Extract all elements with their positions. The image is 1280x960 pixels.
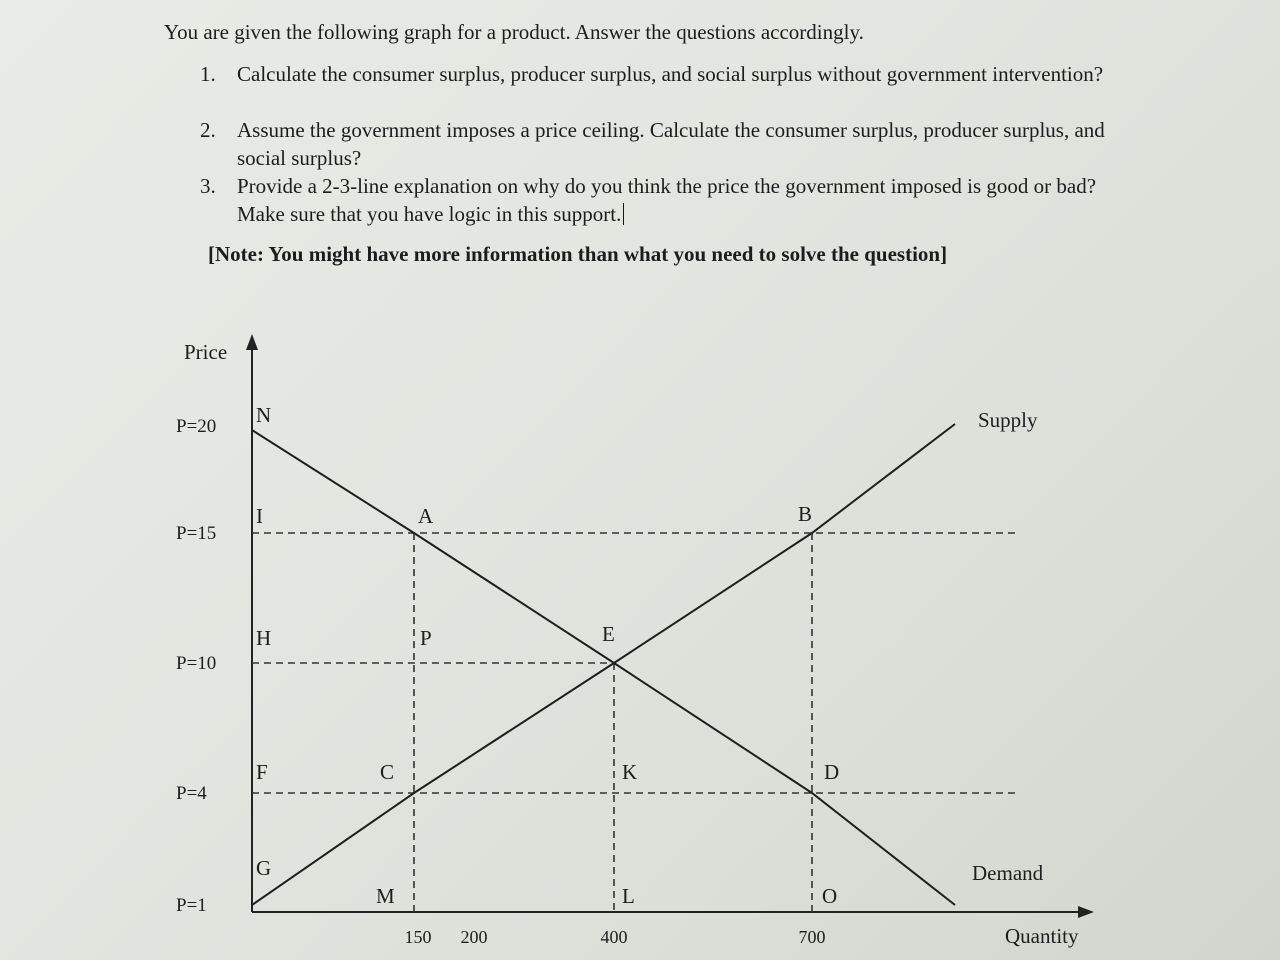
question-number: 2. bbox=[200, 118, 216, 142]
demand-curve bbox=[252, 430, 955, 905]
supply-curve-label: Supply bbox=[978, 408, 1038, 432]
y-axis-arrow-icon bbox=[246, 334, 258, 350]
tick-labels bbox=[176, 416, 826, 947]
point-label-e: E bbox=[602, 622, 615, 646]
y-axis-label: Price bbox=[184, 340, 228, 364]
y-tick-label: P=20 bbox=[176, 416, 217, 437]
point-label-c: C bbox=[380, 760, 395, 784]
point-label-b: B bbox=[798, 502, 813, 526]
point-label-o: O bbox=[822, 884, 838, 908]
point-label-h: H bbox=[256, 626, 272, 650]
question-text: Assume the government imposes a price ceiling. Calculate the consumer surplus, producer surplus, and social surplus? bbox=[237, 118, 1105, 170]
y-tick-label: P=15 bbox=[176, 523, 217, 544]
point-label-d: D bbox=[824, 760, 840, 784]
point-label-a: A bbox=[418, 504, 434, 528]
point-label-p: P bbox=[420, 626, 432, 650]
point-label-m: M bbox=[376, 884, 395, 908]
point-label-n: N bbox=[256, 403, 272, 427]
x-tick-label: 150 bbox=[404, 927, 432, 947]
point-label-g: G bbox=[256, 856, 272, 880]
demand-curve-label: Demand bbox=[972, 861, 1044, 885]
curves bbox=[252, 424, 955, 905]
y-tick-label: P=1 bbox=[176, 895, 207, 916]
point-label-f: F bbox=[256, 760, 268, 784]
point-label-i: I bbox=[256, 504, 263, 528]
question-text: Provide a 2-3-line explanation on why do you think the price the government imposed is good or bad? Make sure that you have logic in this support. bbox=[237, 174, 1097, 226]
point-label-k: K bbox=[622, 760, 638, 784]
x-tick-label: 700 bbox=[798, 927, 826, 947]
x-axis-arrow-icon bbox=[1078, 906, 1094, 918]
question-intro: You are given the following graph for a product. Answer the questions accordingly. bbox=[164, 20, 864, 44]
point-labels bbox=[256, 403, 839, 908]
x-axis-label: Quantity bbox=[1005, 924, 1079, 948]
x-tick-label: 200 bbox=[460, 927, 488, 947]
point-label-l: L bbox=[622, 884, 635, 908]
question-note: [Note: You might have more information than what you need to solve the question] bbox=[208, 242, 948, 266]
y-tick-label: P=4 bbox=[176, 783, 207, 804]
question-text: Calculate the consumer surplus, producer surplus, and social surplus without government intervention? bbox=[237, 62, 1104, 86]
dashed-guides bbox=[252, 533, 1020, 912]
y-tick-label: P=10 bbox=[176, 653, 217, 674]
question-number: 3. bbox=[200, 174, 216, 198]
x-tick-label: 400 bbox=[600, 927, 628, 947]
question-number: 1. bbox=[200, 62, 216, 86]
